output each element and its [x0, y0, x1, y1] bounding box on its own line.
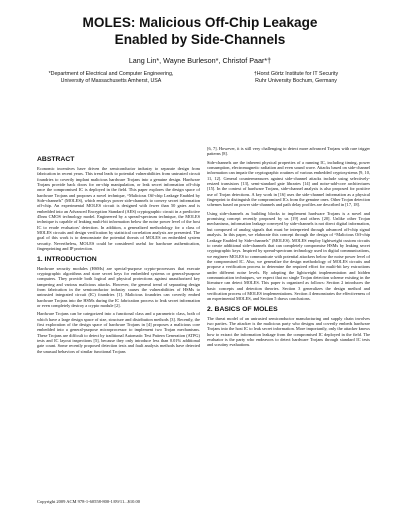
- paper-title: [0, 14, 400, 48]
- abstract-heading: ABSTRACT: [37, 156, 75, 163]
- copyright-notice: Copyright 2009 ACM 978-1-60558-800-1/09/11...$10.00: [37, 499, 140, 504]
- affiliation-line: †Horst Görtz Institute for IT Security: [253, 71, 339, 77]
- affiliation-line: Ruhr University Bochum, Germany: [255, 77, 337, 84]
- affiliation-bochum: [226, 71, 366, 84]
- title-line-1: MOLES: Malicious Off-Chip Leakage: [82, 15, 318, 30]
- author-list: Lang Lin*, Wayne Burleson*, Christof Paar*†: [128, 56, 272, 65]
- title-line-2: Enabled by Side-Channels: [114, 32, 286, 47]
- body-paragraph: Hardware Trojans can be categorized into a functional class and a parametric class, both of which have a large design space of size, structure and distribution methods [3]. Recently, the first exploration of the design space of hardware Trojans in [4] proposes a malicious core embedded into a general-purpose microprocessor to implement two Trojan mechanisms. These Trojans are difficult to detect by traditional Automatic Test Pattern Generation (ATPG) tests and IC layout inspections [5], because they only introduce less than 0.01% additional gate count. Some recently proposed detection tests and fault analysis methods have detected the unusual behaviors of similar functional Trojans: [37, 311, 200, 354]
- left-column: [37, 150, 200, 357]
- body-paragraph: Side-channels are the inherent physical properties of a running IC, including timing, power consumption, electromagnetic radiation and even sound wave. Attacks based on side-channel information can impair the cryptographic routines of various embedded cryptosystems [9, 10, 11, 12]. General countermeasures against side-channel attacks include using selectively-resized transistors [13], semi-standard gate libraries [14] and noise-add-core architectures [15]. In the context of hardware Trojans, side-channel analysis is also proposed for positive use of Trojan detections. A key work in [16] uses the side-channel information as a physical fingerprint to distinguish the compromised ICs from the genuine ones. Other Trojan detection schemes based on power side-channels and path delay profiles are described in [17, 18].: [207, 159, 370, 208]
- body-paragraph: The threat model of an untrusted semiconductor manufacturing and supply chain involves two parties. The attacker is the malicious party who designs and covertly embeds hardware Trojans into the host IC to leak secret information. More importantly, only the attacker knows how to extract the information leakage from the compromised IC deployed in the field. The evaluator is the party who endeavors to detect hardware Trojans through standard IC tests and scrutiny evaluations.: [207, 315, 370, 348]
- right-column: [207, 146, 370, 351]
- affiliation-line: University of Massachusetts Amherst, USA: [60, 77, 162, 84]
- section-heading-basics: 2. BASICS OF MOLES: [207, 305, 278, 313]
- body-paragraph: [6, 7]. However, it is still very challenging to detect more advanced Trojans with rare trigger patterns [8].: [207, 146, 370, 157]
- abstract-text: Economic incentives have driven the semiconductor industry to separate design from fabrication in recent years. This trend leads to potential vulnerabilities from untrusted circuit foundries to covertly implant malicious hardware Trojans into a genuine design. Hardware Trojans provide back doors for on-chip manipulation, or leak secret information off-chip once the compromised IC is deployed in the field. This paper explores the design space of hardware Trojans and proposes a novel technique, “Malicious Off-chip Leakage Enabled by Side-channels” (MOLES), which employs power side-channels to convey secret information off-chip. An experimental MOLES circuit is designed with fewer than 50 gates and is embedded into an Advanced Encryption Standard (AES) cryptographic circuit in a predictive 45nm CMOS technology model. Engineered by a spread-spectrum technique, the MOLES technique is capable of leaking multi-bit information below the noise power level of the host IC to evade evaluators' detection. In addition, a generalized methodology for a class of MOLES circuits and design verification by statistical correlation analysis are presented. The goal of this work is to demonstrate the potential threats of MOLES on embedded system security. Nevertheless, MOLES could be considered useful for hardware authentication, fingerprinting and IP protection.: [37, 166, 200, 252]
- affiliation-line: *Department of Electrical and Computer Engineering,: [48, 71, 174, 77]
- body-paragraph: Hardware security modules (HSMs) are special-purpose crypto-processors that execute cryptographic algorithms and store secret keys for embedded systems or general-purpose computers. They provide both logical and physical protections against unauthorized key tampering and various malicious attacks. However, the general trend of separating design from fabrication in the semiconductor industry causes the vulnerabilities of HSMs to untrusted integrated circuit (IC) foundries [1]. Malicious foundries can covertly embed hardware Trojans into the HSMs during the IC fabrication process to leak secret information or even completely destroy a crypto module [2].: [37, 265, 200, 308]
- affiliation-umass: [36, 71, 186, 84]
- section-heading-introduction: 1. INTRODUCTION: [37, 255, 97, 263]
- body-paragraph: Using side-channels as building blocks to implement hardware Trojans is a novel and promising concept recently proposed by us [19] and others [20]. Unlike other Trojan mechanisms, information leakage conveyed by side-channels is not direct digital information, but composed of analog signals that must be interpreted through advanced off-chip signal analysis. In this paper, we elaborate this concept through the design of “Malicious Off-chip Leakage Enabled by Side-channels” (MOLES). MOLES employ lightweight custom circuits to create additional side-channels that can completely compromise HSMs by leaking secret cryptographic keys. Inspired by spread-spectrum technology used in digital communications, we engineer MOLES to communicate with potential attackers below the noise power level of the compromised IC. Also, we generalize the design methodology of MOLES circuits and propose a verification process to determine the required effort for multi-bit key extractions under different noise levels. By adopting the lightweight implementation and hidden communication techniques, we expect that no single Trojan detection scheme existing in the literature can detect MOLES. This paper is organized as follows: Section 2 introduces the basic concepts and detection theories. Section 3 generalizes the design method and verification process of MOLES implementations. Section 4 demonstrates the effectiveness of an experimental MOLES, and Section 5 draws conclusions.: [207, 210, 370, 302]
